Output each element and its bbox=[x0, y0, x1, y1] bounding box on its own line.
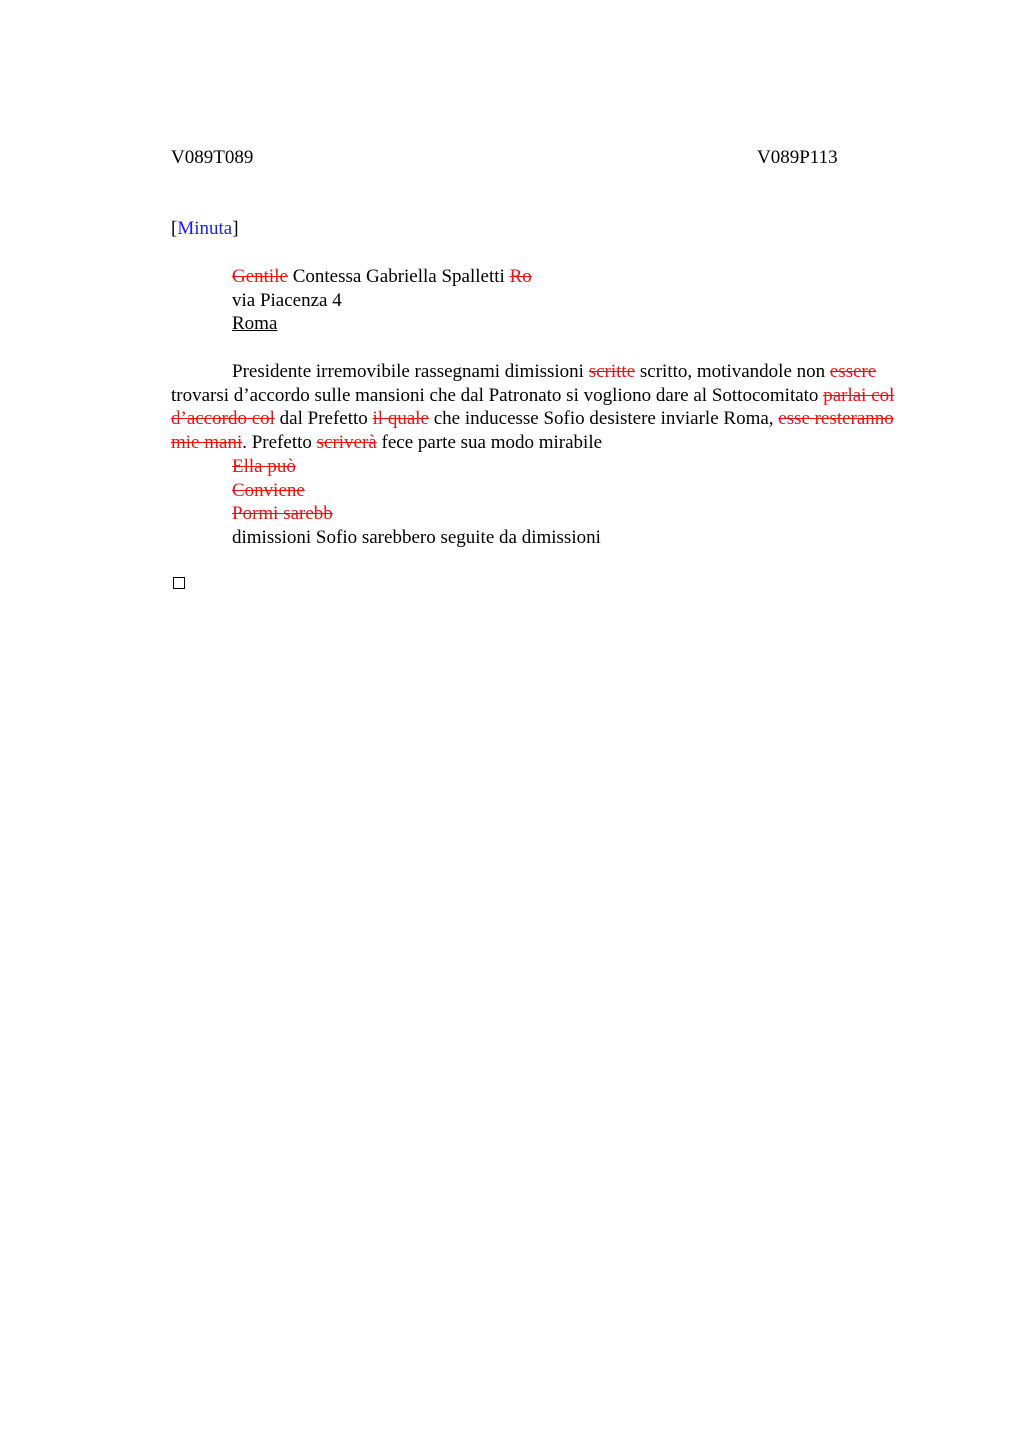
body-text-5: che inducesse Sofio desistere inviarle Roma, bbox=[428, 408, 779, 430]
recipient-name: Contessa Gabriella Spalletti bbox=[292, 266, 505, 287]
street-line: via Piacenza 4 bbox=[232, 289, 342, 311]
city-line: Roma bbox=[232, 313, 278, 335]
body-text-3: trovarsi d’accordo sulle mansioni che dal Patronato si vogliono dare al Sottocomitato bbox=[171, 384, 824, 406]
body-text-2: scritto, motivandole non bbox=[635, 361, 830, 382]
header-right-code: V089P113 bbox=[757, 147, 838, 168]
recipient-line bbox=[232, 265, 532, 289]
body-text-1: Presidente irremovibile rassegnami dimissioni bbox=[232, 361, 589, 382]
body-text-7: fece parte sua modo mirabile bbox=[376, 431, 603, 453]
closing-lines bbox=[232, 455, 601, 549]
address-block bbox=[232, 265, 532, 336]
deleted-word-2: essere bbox=[829, 361, 877, 382]
deleted-line-2: Conviene bbox=[232, 479, 305, 501]
header-left-code: V089T089 bbox=[171, 147, 254, 168]
open-bracket: [ bbox=[171, 218, 178, 239]
body-text-6: . Prefetto bbox=[242, 431, 317, 453]
end-marker-box bbox=[173, 577, 185, 589]
body-paragraph bbox=[171, 360, 911, 454]
deleted-line-1: Ella può bbox=[232, 456, 296, 477]
deleted-line-3: Pormi sarebb bbox=[232, 503, 333, 525]
body-text-4: dal Prefetto bbox=[274, 408, 373, 430]
deleted-word-1: scritte bbox=[588, 361, 636, 382]
deleted-phrase-4: il quale bbox=[372, 408, 429, 430]
deleted-recipient-fragment: Ro bbox=[509, 266, 532, 287]
document-type-label: Minuta bbox=[177, 218, 233, 239]
document-type bbox=[171, 217, 239, 241]
final-line: dimissioni Sofio sarebbero seguite da dimissioni bbox=[232, 526, 601, 548]
close-bracket: ] bbox=[232, 218, 239, 239]
deleted-phrase-3: parlai col d’accordo col bbox=[171, 384, 895, 430]
deleted-word-6: scriverà bbox=[316, 431, 377, 453]
deleted-salutation: Gentile bbox=[232, 266, 288, 287]
deleted-phrase-5: esse resteranno mie mani bbox=[171, 408, 894, 453]
